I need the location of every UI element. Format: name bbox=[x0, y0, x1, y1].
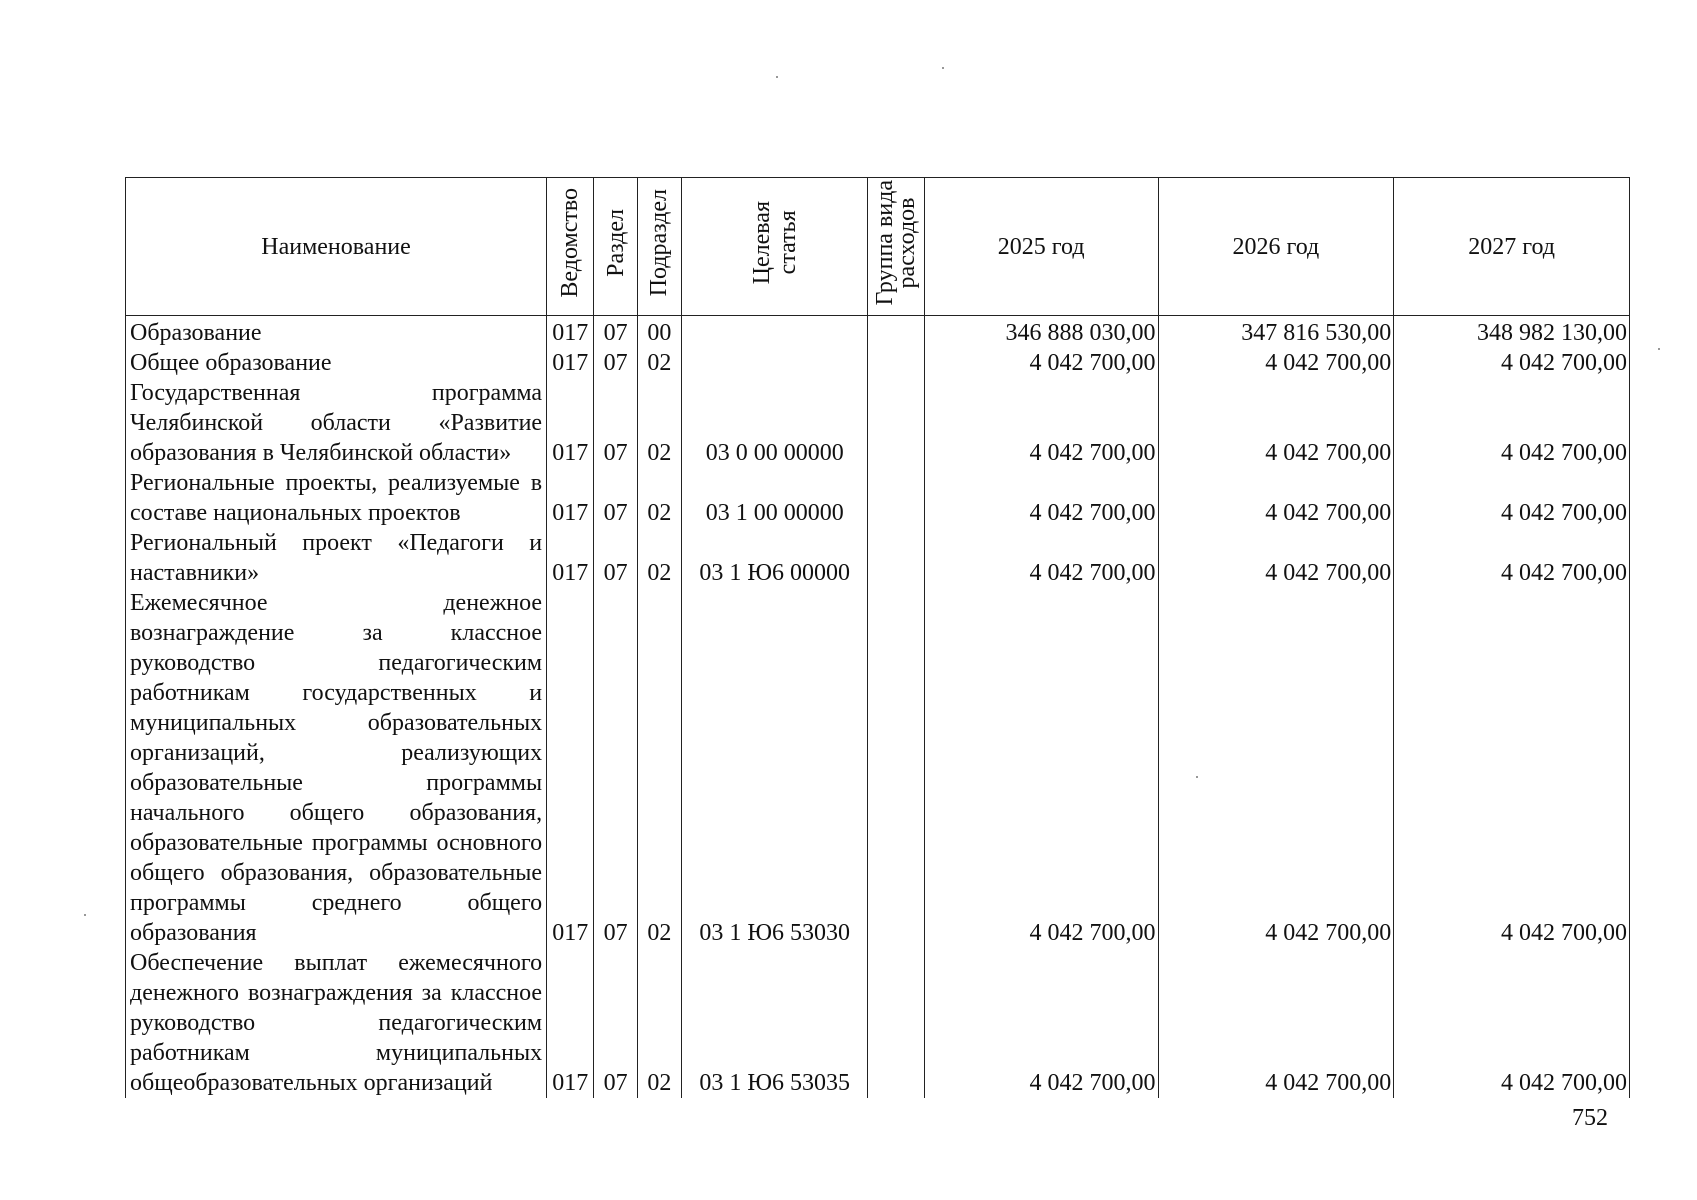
row-amount-2027: 4 042 700,00 bbox=[1394, 378, 1630, 468]
row-name: Обеспечение выплат ежемесячного денежного вознаграждения за классное руководство педагогическим работникам муниципальных общеобразовательных организаций bbox=[126, 948, 547, 1098]
row-department: 017 bbox=[547, 348, 594, 378]
row-target-article: 03 0 00 00000 bbox=[682, 378, 868, 468]
row-expense-group bbox=[868, 378, 924, 468]
table-row bbox=[126, 588, 1630, 948]
row-amount-2025: 4 042 700,00 bbox=[924, 468, 1158, 528]
row-subsection: 02 bbox=[637, 948, 681, 1098]
row-amount-2025: 4 042 700,00 bbox=[924, 528, 1158, 588]
row-expense-group bbox=[868, 468, 924, 528]
row-target-article bbox=[682, 348, 868, 378]
header-expense-line1: Группа вида bbox=[872, 179, 899, 306]
row-amount-2026: 4 042 700,00 bbox=[1158, 948, 1394, 1098]
row-expense-group bbox=[868, 588, 924, 948]
row-name: Региональные проекты, реализуемые в составе национальных проектов bbox=[126, 468, 547, 528]
header-target-article bbox=[682, 178, 868, 316]
row-name: Ежемесячное денежное вознаграждение за классное руководство педагогическим работникам государственных и муниципальных образовательных организаций, реализующих образовательные программы начального общего образования, образовательные программы основного общего образования, образовательные программы среднего общего образования bbox=[126, 588, 547, 948]
row-amount-2025: 346 888 030,00 bbox=[924, 316, 1158, 349]
scan-speck bbox=[1658, 348, 1660, 350]
header-row bbox=[126, 178, 1630, 316]
header-target-line1: Целевая bbox=[748, 200, 775, 285]
table-row bbox=[126, 468, 1630, 528]
row-amount-2027: 4 042 700,00 bbox=[1394, 348, 1630, 378]
header-expense-line2: расходов bbox=[894, 197, 921, 288]
row-amount-2027: 4 042 700,00 bbox=[1394, 948, 1630, 1098]
header-section: Раздел bbox=[594, 178, 637, 316]
scan-speck bbox=[84, 914, 86, 916]
row-department: 017 bbox=[547, 378, 594, 468]
row-name: Общее образование bbox=[126, 348, 547, 378]
header-name: Наименование bbox=[126, 178, 547, 316]
scan-speck bbox=[942, 67, 944, 69]
row-expense-group bbox=[868, 316, 924, 349]
header-2027: 2027 год bbox=[1394, 178, 1630, 316]
row-amount-2025: 4 042 700,00 bbox=[924, 378, 1158, 468]
row-subsection: 02 bbox=[637, 468, 681, 528]
row-department: 017 bbox=[547, 588, 594, 948]
row-name: Образование bbox=[126, 316, 547, 349]
row-amount-2026: 4 042 700,00 bbox=[1158, 588, 1394, 948]
row-amount-2027: 4 042 700,00 bbox=[1394, 528, 1630, 588]
row-expense-group bbox=[868, 348, 924, 378]
row-subsection: 02 bbox=[637, 588, 681, 948]
row-target-article: 03 1 00 00000 bbox=[682, 468, 868, 528]
row-amount-2027: 4 042 700,00 bbox=[1394, 468, 1630, 528]
row-expense-group bbox=[868, 528, 924, 588]
row-section: 07 bbox=[594, 316, 637, 349]
header-2025: 2025 год bbox=[924, 178, 1158, 316]
row-amount-2025: 4 042 700,00 bbox=[924, 348, 1158, 378]
table-row bbox=[126, 316, 1630, 349]
row-section: 07 bbox=[594, 528, 637, 588]
row-subsection: 02 bbox=[637, 348, 681, 378]
row-amount-2027: 4 042 700,00 bbox=[1394, 588, 1630, 948]
row-name: Государственная программа Челябинской области «Развитие образования в Челябинской области» bbox=[126, 378, 547, 468]
row-subsection: 02 bbox=[637, 528, 681, 588]
header-department: Ведомство bbox=[547, 178, 594, 316]
header-2026: 2026 год bbox=[1158, 178, 1394, 316]
row-department: 017 bbox=[547, 528, 594, 588]
row-section: 07 bbox=[594, 948, 637, 1098]
row-amount-2026: 4 042 700,00 bbox=[1158, 348, 1394, 378]
row-target-article: 03 1 Ю6 53030 bbox=[682, 588, 868, 948]
table-body bbox=[126, 316, 1630, 1099]
row-amount-2025: 4 042 700,00 bbox=[924, 948, 1158, 1098]
row-department: 017 bbox=[547, 948, 594, 1098]
row-target-article: 03 1 Ю6 53035 bbox=[682, 948, 868, 1098]
scan-speck bbox=[1196, 776, 1198, 778]
table-row bbox=[126, 528, 1630, 588]
row-target-article: 03 1 Ю6 00000 bbox=[682, 528, 868, 588]
row-section: 07 bbox=[594, 378, 637, 468]
page-number: 752 bbox=[1572, 1105, 1608, 1131]
row-amount-2025: 4 042 700,00 bbox=[924, 588, 1158, 948]
table-row bbox=[126, 378, 1630, 468]
row-target-article bbox=[682, 316, 868, 349]
header-expense-group bbox=[868, 178, 924, 316]
row-section: 07 bbox=[594, 588, 637, 948]
header-target-line2: статья bbox=[774, 210, 801, 275]
row-name: Региональный проект «Педагоги и наставники» bbox=[126, 528, 547, 588]
row-amount-2026: 4 042 700,00 bbox=[1158, 528, 1394, 588]
table-header bbox=[126, 178, 1630, 316]
row-expense-group bbox=[868, 948, 924, 1098]
row-amount-2027: 348 982 130,00 bbox=[1394, 316, 1630, 349]
header-subsection: Подраздел bbox=[637, 178, 681, 316]
scan-speck bbox=[776, 76, 778, 78]
budget-table bbox=[125, 177, 1630, 1098]
row-section: 07 bbox=[594, 468, 637, 528]
row-amount-2026: 4 042 700,00 bbox=[1158, 468, 1394, 528]
row-section: 07 bbox=[594, 348, 637, 378]
row-amount-2026: 4 042 700,00 bbox=[1158, 378, 1394, 468]
row-subsection: 02 bbox=[637, 378, 681, 468]
row-amount-2026: 347 816 530,00 bbox=[1158, 316, 1394, 349]
table-row bbox=[126, 348, 1630, 378]
table-row bbox=[126, 948, 1630, 1098]
row-subsection: 00 bbox=[637, 316, 681, 349]
row-department: 017 bbox=[547, 468, 594, 528]
row-department: 017 bbox=[547, 316, 594, 349]
